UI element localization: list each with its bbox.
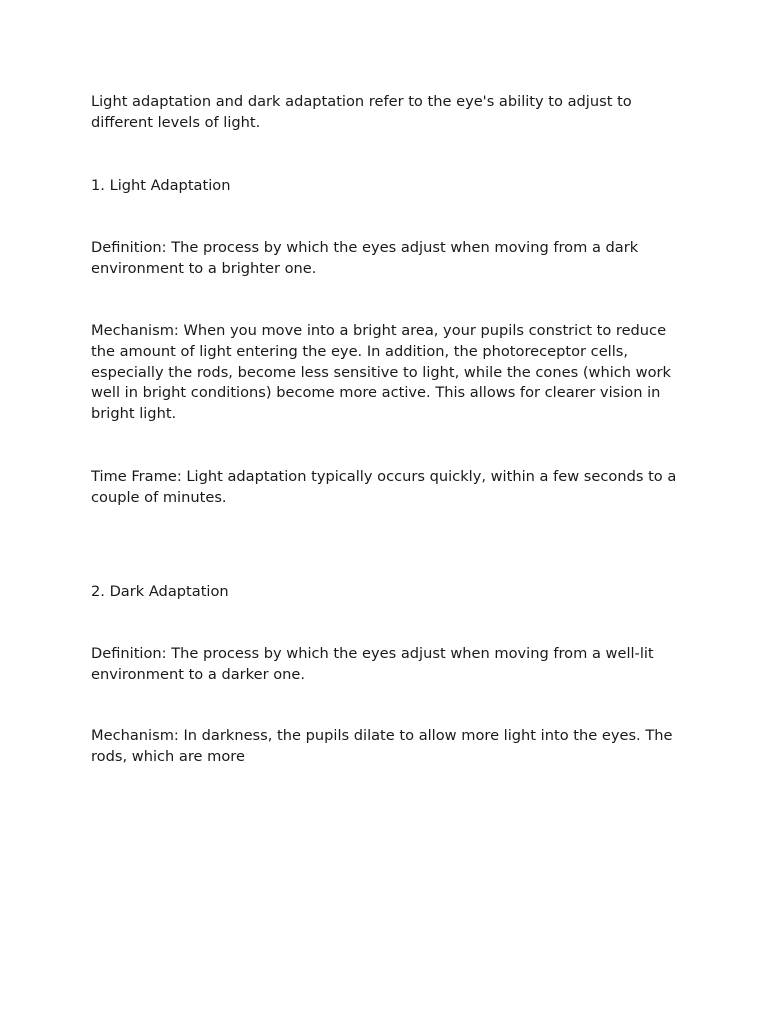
intro-paragraph: Light adaptation and dark adaptation refer to the eye's ability to adjust to different levels of light. (91, 93, 632, 131)
dark-adaptation-mechanism: Mechanism: In darkness, the pupils dilate to allow more light into the eyes. The rods, which are more (91, 727, 673, 765)
light-adaptation-time-frame: Time Frame: Light adaptation typically occurs quickly, within a few seconds to a couple of minutes. (91, 468, 677, 506)
light-adaptation-mechanism: Mechanism: When you move into a bright area, your pupils constrict to reduce the amount of light entering the eye. In addition, the photoreceptor cells, especially the rods, become less sensitive to light, while the cones (which work well in bright conditions) become more active. This allows for clearer vision in bright light. (91, 322, 671, 423)
light-adaptation-definition: Definition: The process by which the eyes adjust when moving from a dark environment to a brighter one. (91, 239, 639, 277)
section-heading-light-adaptation: 1. Light Adaptation (91, 177, 231, 194)
dark-adaptation-definition: Definition: The process by which the eyes adjust when moving from a well-lit environment to a darker one. (91, 645, 654, 683)
section-heading-dark-adaptation: 2. Dark Adaptation (91, 583, 229, 600)
